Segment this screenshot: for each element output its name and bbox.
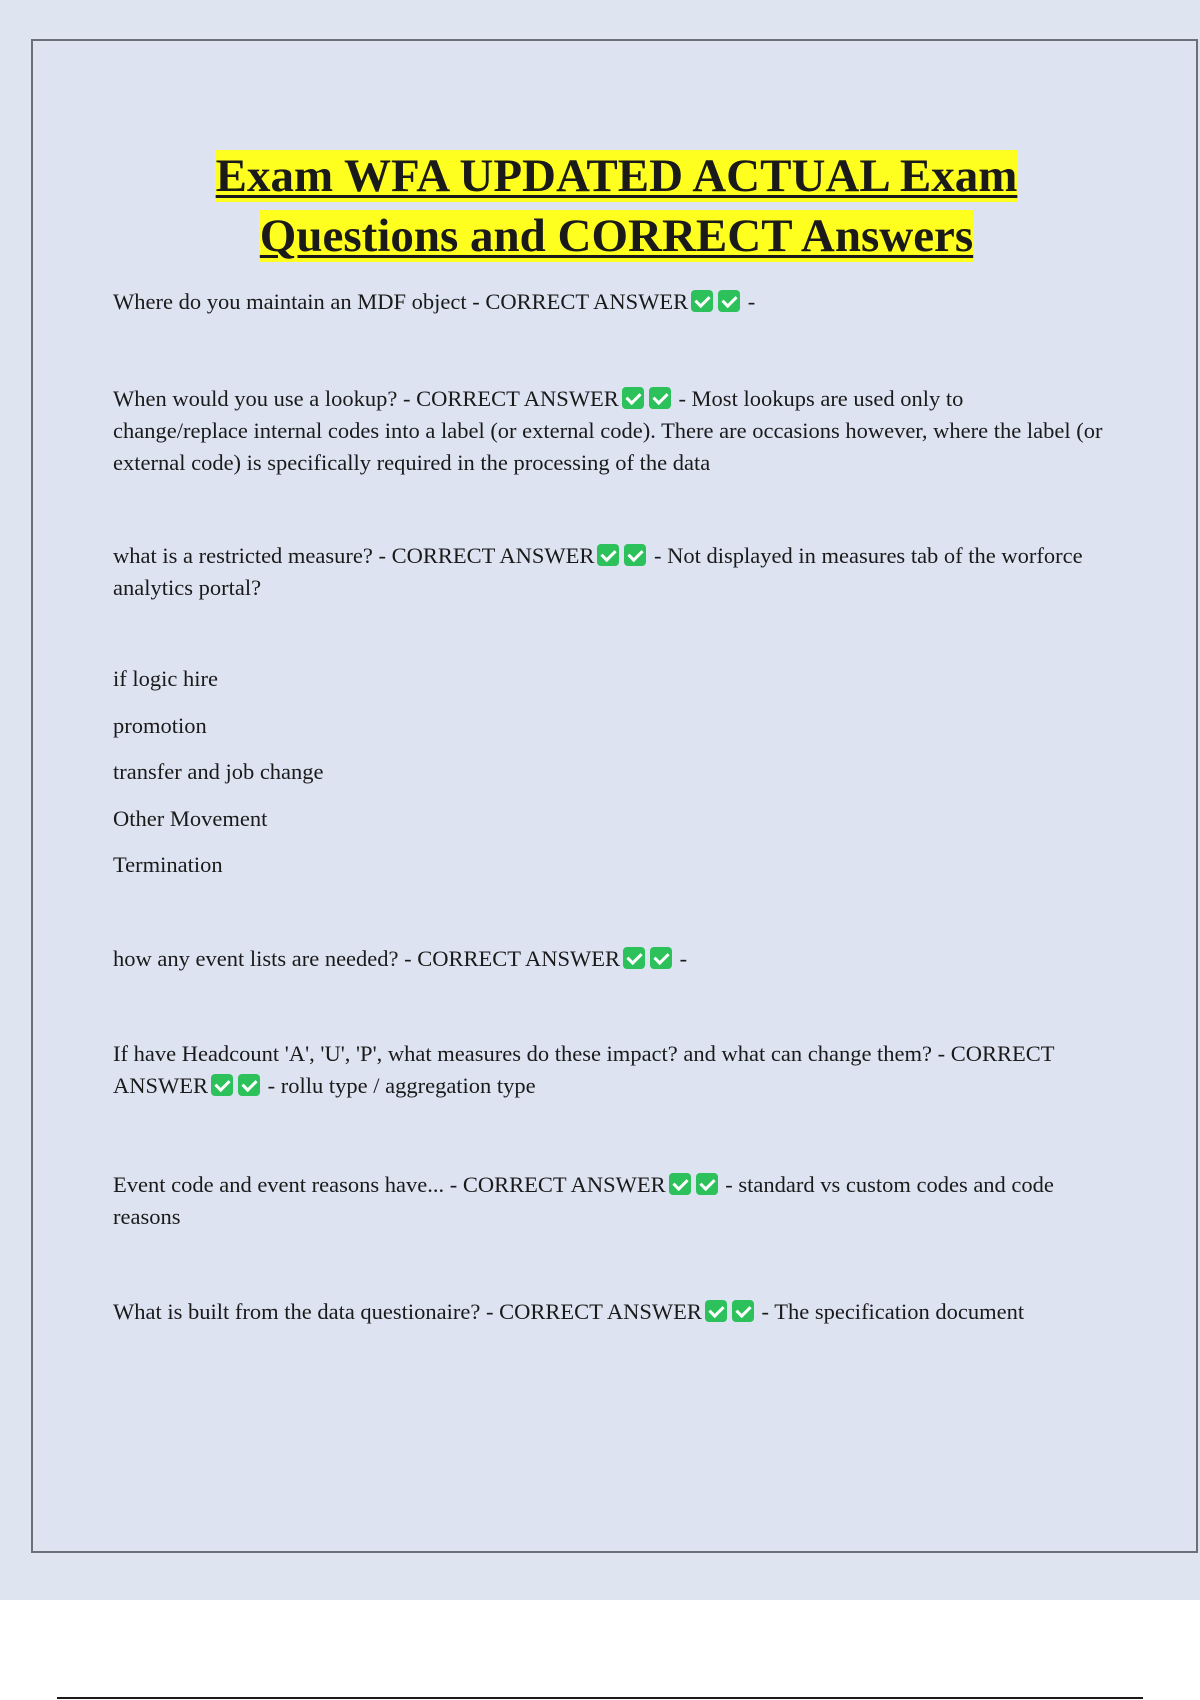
check-icon [211, 1074, 233, 1096]
check-icon [650, 947, 672, 969]
list-item: promotion [113, 713, 207, 738]
list-item: transfer and job change [113, 759, 324, 784]
answer-text: - [742, 289, 756, 314]
qa-item-4 [113, 943, 1103, 975]
check-icon [624, 544, 646, 566]
list-item: if logic hire [113, 666, 218, 691]
check-icon [691, 290, 713, 312]
qa-item-2 [113, 383, 1103, 479]
check-icon [669, 1173, 691, 1195]
correct-answer-label: CORRECT ANSWER [499, 1299, 702, 1324]
question-text: If have Headcount 'A', 'U', 'P', what measures do these impact? and what can change them? - [113, 1041, 951, 1066]
qa-item-1 [113, 286, 1103, 318]
question-text: Where do you maintain an MDF object - [113, 289, 486, 314]
qa-item-3 [113, 540, 1103, 604]
correct-answer-label: CORRECT ANSWER [462, 1172, 666, 1197]
check-icon [238, 1074, 260, 1096]
question-text: how any event lists are needed? - [113, 946, 418, 971]
check-icon [718, 290, 740, 312]
list-item: Termination [113, 852, 223, 877]
question-text: Event code and event reasons have... - [113, 1172, 463, 1197]
correct-answer-label: CORRECT ANSWER [391, 543, 595, 568]
check-icon [705, 1300, 727, 1322]
check-icon [622, 387, 644, 409]
qa-item-5 [113, 1038, 1103, 1102]
qa-item-6 [113, 1169, 1103, 1233]
question-text: what is a restricted measure? - [113, 543, 392, 568]
list-item: Other Movement [113, 806, 268, 831]
correct-answer-label: CORRECT ANSWER [416, 386, 619, 411]
correct-answer-label: CORRECT ANSWER [113, 1041, 1055, 1098]
title-line-2: Questions and CORRECT Answers [259, 210, 974, 262]
answer-text: - rollu type / aggregation type [262, 1073, 536, 1098]
check-icon [597, 544, 619, 566]
correct-answer-label: CORRECT ANSWER [417, 946, 621, 971]
question-text: When would you use a lookup? - [113, 386, 417, 411]
check-icon [732, 1300, 754, 1322]
question-text: What is built from the data questionaire? - [113, 1299, 500, 1324]
check-icon [696, 1173, 718, 1195]
check-icon [649, 387, 671, 409]
check-icon [623, 947, 645, 969]
answer-text: - Most lookups are used only to change/replace internal codes into a label (or external code). There are occasions however, where the label (or external code) is specifically required in the processing of the data [113, 386, 1103, 475]
answer-text: - standard vs custom codes and code reasons [113, 1172, 1054, 1229]
correct-answer-label: CORRECT ANSWER [485, 289, 689, 314]
answer-text: - The specification document [755, 1299, 1025, 1324]
document-title [33, 146, 1200, 266]
answer-text: - [674, 946, 688, 971]
footer-divider [57, 1697, 1143, 1699]
answer-text: - Not displayed in measures tab of the worforce analytics portal? [113, 543, 1083, 600]
qa-item-7 [113, 1296, 1103, 1328]
title-line-1: Exam WFA UPDATED ACTUAL Exam [215, 150, 1018, 202]
